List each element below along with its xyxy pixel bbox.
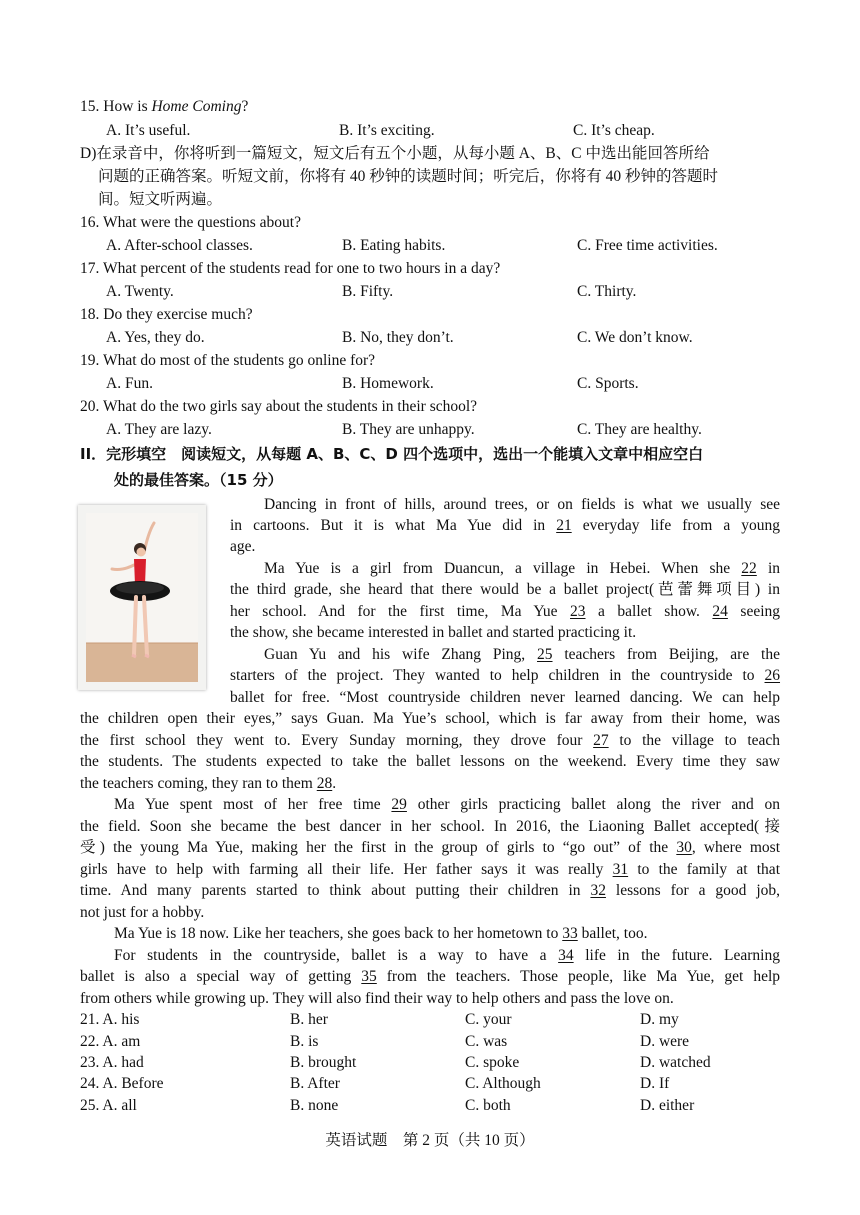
passage-text: from the teachers. Those people, like Ma Yue, get help — [386, 968, 781, 985]
passage-text: For students in the countryside, ballet is a way to have a — [114, 947, 547, 964]
passage-line-23 — [80, 966, 780, 987]
choice-22-b: B. is — [290, 1033, 319, 1050]
passage-text: Guan Yu and his wife Zhang Ping, — [264, 646, 526, 663]
option-19-b: B. Homework. — [342, 375, 434, 392]
blank-31: 31 — [612, 861, 629, 878]
passage-line-07: the show, she became interested in ballet and started practicing it. — [230, 624, 637, 641]
passage-line-12 — [80, 730, 780, 751]
choice-25-c: C. both — [465, 1097, 511, 1114]
ballet-dancer-photo — [78, 505, 206, 690]
option-20-a: A. They are lazy. — [106, 421, 212, 438]
passage-line-09 — [230, 665, 780, 686]
option-16-c: C. Free time activities. — [577, 237, 718, 254]
passage-text: in cartoons. But it is what Ma Yue did in — [230, 517, 546, 534]
passage-text: Ma Yue is a girl from Duancun, a village in Hebei. When she — [264, 560, 731, 577]
passage-line-03: age. — [230, 538, 256, 555]
passage-line-17 — [80, 837, 780, 858]
blank-29: 29 — [391, 796, 407, 813]
blank-21: 21 — [556, 517, 572, 534]
passage-line-04 — [264, 558, 780, 579]
blank-34: 34 — [558, 947, 574, 964]
section-d-instruction-line3: 间。短文听两遍。 — [98, 191, 223, 208]
option-15-a: A. It’s useful. — [106, 122, 191, 139]
question-17-stem: 17. What percent of the students read for one to two hours in a day? — [80, 260, 501, 277]
blank-22: 22 — [741, 560, 757, 577]
passage-line-06 — [230, 601, 780, 622]
passage-text: Ma Yue spent most of her free time — [114, 796, 381, 813]
page-footer: 英语试题 第 2 页（共 10 页） — [325, 1132, 535, 1149]
passage-line-19 — [80, 880, 780, 901]
choice-21-c: C. your — [465, 1011, 512, 1028]
question-19-stem: 19. What do most of the students go online for? — [80, 352, 376, 369]
passage-text: life in the future. Learning — [585, 947, 780, 964]
blank-35: 35 — [361, 968, 377, 985]
passage-line-21 — [114, 923, 647, 944]
passage-text: a ballet show. — [598, 603, 700, 620]
choice-24-b: B. After — [290, 1075, 340, 1092]
passage-line-14 — [80, 773, 336, 794]
passage-line-13: the students. The students expected to take the ballet lessons on the weekend. Every time they saw — [80, 753, 780, 770]
option-17-c: C. Thirty. — [577, 283, 637, 300]
passage-text: Ma Yue is 18 now. Like her teachers, she goes back to her hometown to — [114, 925, 559, 942]
passage-line-18 — [80, 859, 780, 880]
passage-line-22 — [114, 945, 780, 966]
passage-text: , where most — [691, 839, 780, 856]
blank-28: 28 — [316, 775, 333, 792]
option-15-c: C. It’s cheap. — [573, 122, 655, 139]
option-18-a: A. Yes, they do. — [106, 329, 205, 346]
choice-24-c: C. Although — [465, 1075, 541, 1092]
option-20-c: C. They are healthy. — [577, 421, 702, 438]
passage-text: 受) the young Ma Yue, making her the first in the group of girls to “go out” of the — [80, 839, 669, 856]
ballet-dancer-illustration — [78, 505, 206, 690]
passage-line-01: Dancing in front of hills, around trees, or on fields is what we usually see — [264, 496, 780, 513]
choice-21-d: D. my — [640, 1011, 679, 1028]
option-16-b: B. Eating habits. — [342, 237, 446, 254]
passage-text: ballet, too. — [581, 925, 648, 942]
option-15-b: B. It’s exciting. — [339, 122, 435, 139]
passage-text: her school. And for the first time, Ma Yue — [230, 603, 558, 620]
choice-22-d: D. were — [640, 1033, 690, 1050]
passage-text: to the family at that — [637, 861, 780, 878]
blank-30: 30 — [676, 839, 692, 856]
choice-25-b: B. none — [290, 1097, 339, 1114]
passage-text: . — [332, 775, 337, 792]
passage-text: teachers from Beijing, are the — [564, 646, 780, 663]
passage-line-08 — [264, 644, 780, 665]
blank-24: 24 — [712, 603, 728, 620]
option-18-b: B. No, they don’t. — [342, 329, 454, 346]
choice-22-a: 22. A. am — [80, 1033, 141, 1050]
option-18-c: C. We don’t know. — [577, 329, 693, 346]
choice-23-b: B. brought — [290, 1054, 357, 1071]
passage-text: girls have to help with farming all their life. Her father says it was really — [80, 861, 604, 878]
option-17-a: A. Twenty. — [106, 283, 174, 300]
blank-23: 23 — [570, 603, 586, 620]
passage-text: in — [767, 560, 781, 577]
question-16-stem: 16. What were the questions about? — [80, 214, 301, 231]
choice-23-c: C. spoke — [465, 1054, 520, 1071]
passage-text: other girls practicing ballet along the river and on — [417, 796, 781, 813]
blank-25: 25 — [537, 646, 553, 663]
passage-text: ballet is also a special way of getting — [80, 968, 352, 985]
blank-32: 32 — [590, 882, 606, 899]
passage-text: seeing — [740, 603, 781, 620]
passage-line-02 — [230, 515, 780, 536]
option-16-a: A. After-school classes. — [106, 237, 253, 254]
blank-26: 26 — [764, 667, 781, 684]
passage-line-16: the field. Soon she became the best dancer in her school. In 2016, the Liaoning Ballet accepted(接 — [80, 818, 780, 835]
choice-24-a: 24. A. Before — [80, 1075, 164, 1092]
blank-33: 33 — [562, 925, 578, 942]
question-18-stem: 18. Do they exercise much? — [80, 306, 253, 323]
passage-line-24: from others while growing up. They will also find their way to help others and pass the love on. — [80, 990, 674, 1007]
option-20-b: B. They are unhappy. — [342, 421, 475, 438]
passage-line-10: ballet for free. “Most countryside children never learned dancing. We can help — [230, 689, 780, 706]
choice-23-d: D. watched — [640, 1054, 711, 1071]
option-19-c: C. Sports. — [577, 375, 639, 392]
title-home-coming: Home Coming — [151, 98, 242, 115]
passage-text: to the village to teach — [619, 732, 781, 749]
choice-21-b: B. her — [290, 1011, 328, 1028]
blank-27: 27 — [593, 732, 609, 749]
choice-22-c: C. was — [465, 1033, 508, 1050]
passage-text: lessons for a good job, — [615, 882, 781, 899]
section-d-instruction-line1: D)在录音中，你将听到一篇短文，短文后有五个小题，从每小题 A、B、C 中选出能回答所给 — [80, 145, 710, 162]
passage-text: starters of the project. They wanted to help children in the countryside to — [230, 667, 755, 684]
question-20-stem: 20. What do the two girls say about the students in their school? — [80, 398, 478, 415]
question-stem-text: How is — [103, 98, 152, 115]
question-number: 15. — [80, 98, 100, 115]
cloze-section-heading-line2: 处的最佳答案。（15 分） — [114, 471, 283, 489]
option-17-b: B. Fifty. — [342, 283, 394, 300]
choice-24-d: D. If — [640, 1075, 670, 1092]
passage-text: the teachers coming, they ran to them — [80, 775, 313, 792]
passage-line-11: the children open their eyes,” says Guan. Ma Yue’s school, which is far away from their home, was — [80, 710, 780, 727]
choice-25-d: D. either — [640, 1097, 695, 1114]
passage-text: time. And many parents started to think about putting their children in — [80, 882, 581, 899]
passage-text: the first school they went to. Every Sunday morning, they drove four — [80, 732, 583, 749]
choice-23-a: 23. A. had — [80, 1054, 144, 1071]
passage-line-20: not just for a hobby. — [80, 904, 205, 921]
passage-line-05: the third grade, she heard that there would be a ballet project(芭蕾舞项目) in — [230, 581, 780, 598]
question-mark: ? — [241, 98, 249, 115]
choice-25-a: 25. A. all — [80, 1097, 137, 1114]
passage-line-15 — [114, 794, 780, 815]
question-15-stem — [80, 96, 248, 117]
choice-21-a: 21. A. his — [80, 1011, 140, 1028]
cloze-section-heading: II．完形填空 阅读短文，从每题 A、B、C、D 四个选项中，选出一个能填入文章中相应空白 — [80, 445, 704, 463]
section-d-instruction-line2: 问题的正确答案。听短文前，你将有 40 秒钟的读题时间；听完后，你将有 40 秒钟的答题时 — [98, 168, 719, 185]
passage-text: everyday life from a young — [582, 517, 781, 534]
option-19-a: A. Fun. — [106, 375, 153, 392]
